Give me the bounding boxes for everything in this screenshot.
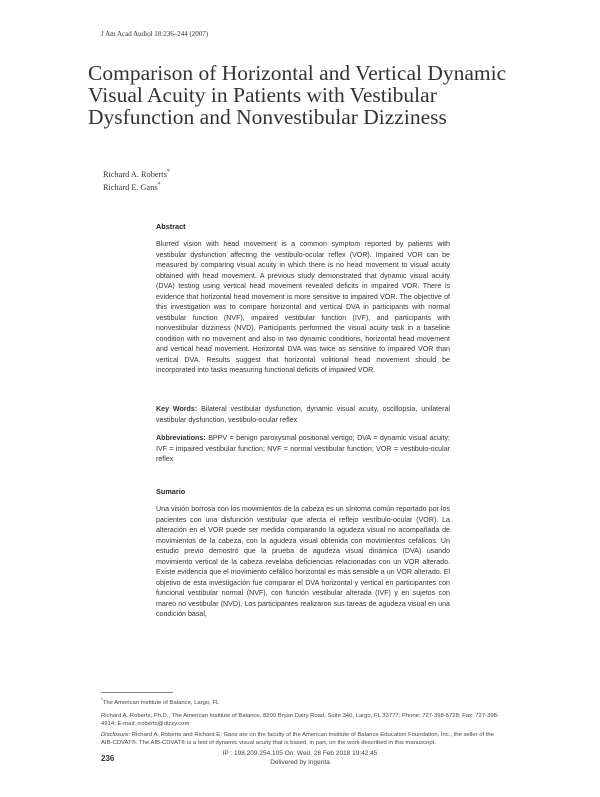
journal-reference: J Am Acad Audiol 18:236–244 (2007) [101, 30, 209, 38]
author: Richard E. Gans* [103, 181, 161, 192]
page-number: 236 [101, 754, 115, 763]
sumario-text: Una visión borrosa con los movimientos de la cabeza es un síntoma común reportado por los pacientes con una disfunción vestibular que afecta el reflejo vestíbulo-ocular (VOR). La alteración en el VOR puede ser medida comparando la agudeza visual no acompañada de movimientos de la cabeza, con la agudeza visual obtenida con movimientos cefálicos. Un estudio previo demostró que la prueba de agudeza visual dinámica (DVA) usando movimiento vertical de la cabeza revelaba deficiencias relacionadas con un VOR alterado. Existe evidencia que el movimiento cefálico horizontal es más sensible a un VOR alterado. El objetivo de esta investigación fue comparar el DVA horizontal y vertical en participantes con funcional vestibular normal (NVF), con función vestibular alterada (IVF) y en sujetos con mareo no vestibular (NVD). Los participantes realizaron sus tareas de agudeza visual en una condición basal, [156, 505, 450, 618]
disclosure-footnote: Disclosure: Richard A. Roberts and Richard E. Gans are on the faculty of the American Institute of Balance Education Foundation, Inc., the seller of the AIB-CDVAT®. The AIB-CDVAT® is a test of dynamic visual acuity that is based, in part, on the work described in this manuscript. [101, 732, 494, 747]
abbreviations [156, 433, 450, 465]
affiliation-footnote: *The American Institute of Balance, Largo, FL [101, 697, 220, 706]
affiliation-mark: * [166, 169, 170, 175]
key-words [156, 404, 450, 425]
abbreviations-label: Abbreviations: [156, 434, 206, 442]
abstract-text: Blurred vision with head movement is a common symptom reported by patients with vestibular dysfunction affecting the vestibulo-ocular reflex (VOR). Impaired VOR can be measured by comparing visual acuity in which there is no head movement to visual acuity obtained with head movement. A previous study demonstrated that dynamic visual acuity (DVA) testing using vertical head movement revealed deficits in impaired VOR. There is evidence that horizontal head movement is more sensitive to impaired VOR. The objective of this investigation was to compare horizontal and vertical DVA in participants with normal vestibular function (NVF), impaired vestibular function (IVF), and participants with nonvestibular dizziness (NVD). Participants performed the visual acuity task in a baseline condition with no movement and also in two dynamic conditions, horizontal head movement and vertical head movement. Horizontal DVA was twice as sensitive to impaired VOR than vertical DVA. Results suggest that horizontal volitional head movement should be incorporated into tasks measuring functional deficits of impaired VOR. [156, 240, 450, 374]
key-words-label: Key Words: [156, 405, 198, 413]
author: Richard A. Roberts* [103, 169, 170, 179]
download-info: IP : 198.209.254.105 On: Wed, 28 Feb 2018 19:42:45 Delivered by Ingenta [222, 750, 378, 766]
article-title: Comparison of Horizontal and Vertical Dynamic Visual Acuity in Patients with Vestibular Dysfunction and Nonvestibular Dizziness [88, 61, 507, 129]
author-list [103, 167, 170, 193]
footnote-divider [101, 692, 173, 693]
key-words-text: Bilateral vestibular dysfunction, dynamic visual acuity, oscillopsia, unilateral vestibular dysfunction, vestibulo-ocular reflex [156, 405, 450, 424]
sumario-heading: Sumario [156, 487, 186, 496]
abstract-heading: Abstract [156, 222, 186, 231]
correspondence-footnote: Richard A. Roberts, Ph.D., The American Institute of Balance, 8200 Bryan Dairy Road, Suite 340, Largo, FL 33777; Phone: 727-398-5728; Fax: 727-398-4914; E-mail: rroberts@dizzy.com [101, 713, 499, 728]
abbreviations-text: BPPV = benign paroxysmal positional vertigo; DVA = dynamic visual acuity; IVF = impaired vestibular function; NVF = normal vestibular function; VOR = vestibulo-ocular reflex [156, 434, 450, 463]
affiliation-mark: * [157, 181, 161, 188]
